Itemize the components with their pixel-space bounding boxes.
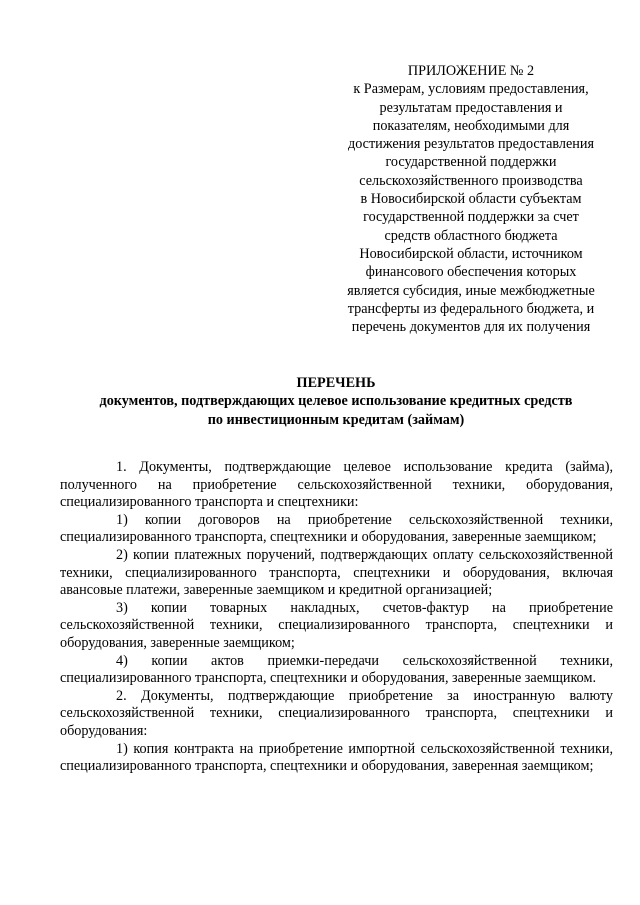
appendix-line: средств областного бюджета	[384, 227, 558, 244]
list-item: 3) копии товарных накладных, счетов-фактур на приобретение сельскохозяйственной техники, специализированного транспорта, спецтехники и оборудования, заверенные заемщиком;	[60, 599, 613, 651]
appendix-line: сельскохозяйственного производства	[359, 172, 583, 189]
section-1-paragraph: 1. Документы, подтверждающие целевое использование кредита (займа), полученного на приобретение сельскохозяйственной техники, оборудования, специализированного транспорта и спецтехники:	[60, 459, 613, 511]
appendix-line: в Новосибирской области субъектам	[360, 191, 582, 208]
section-2-paragraph: 2. Документы, подтверждающие приобретение за иностранную валюту сельскохозяйственной техники, специализированного транспорта, спецтехники и оборудования:	[60, 687, 613, 739]
heading-title: ПЕРЕЧЕНЬ	[296, 375, 376, 391]
appendix-line: достижения результатов предоставления	[348, 136, 594, 153]
appendix-line: трансферты из федерального бюджета, и	[347, 300, 595, 317]
list-item: 1) копия контракта на приобретение импортной сельскохозяйственной техники, специализированного транспорта, спецтехники и оборудования, заверенная заемщиком;	[60, 740, 613, 775]
list-item: 1) копии договоров на приобретение сельскохозяйственной техники, специализированного транспорта, спецтехники и оборудования, заверенные заемщиком;	[60, 511, 613, 546]
appendix-title: ПРИЛОЖЕНИЕ № 2	[407, 63, 535, 79]
appendix-line: государственной поддержки	[385, 154, 557, 171]
appendix-line: финансового обеспечения которых	[365, 264, 577, 281]
appendix-line: является субсидия, иные межбюджетные	[347, 282, 595, 299]
appendix-line: к Размерам, условиям предоставления,	[353, 81, 589, 98]
appendix-block	[330, 62, 612, 336]
heading-subtitle-line: по инвестиционным кредитам (займам)	[207, 411, 465, 428]
appendix-line: государственной поддержки за счет	[363, 209, 579, 226]
list-item: 2) копии платежных поручений, подтверждающих оплату сельскохозяйственной техники, специализированного транспорта, спецтехники и оборудования, включая авансовые платежи, заверенные заемщиком и кредитной организацией;	[60, 546, 613, 599]
appendix-line: перечень документов для их получения	[351, 319, 591, 336]
appendix-line: Новосибирской области, источником	[359, 245, 583, 262]
document-body	[60, 459, 613, 776]
appendix-line: показателям, необходимыми для	[372, 117, 570, 134]
appendix-line: результатам предоставления и	[379, 99, 563, 116]
list-item: 4) копии актов приемки-передачи сельскохозяйственной техники, специализированного транспорта, спецтехники и оборудования, заверенные заемщиком.	[60, 652, 613, 687]
document-heading	[60, 374, 612, 429]
heading-subtitle-line: документов, подтверждающих целевое использование кредитных средств	[99, 393, 573, 410]
